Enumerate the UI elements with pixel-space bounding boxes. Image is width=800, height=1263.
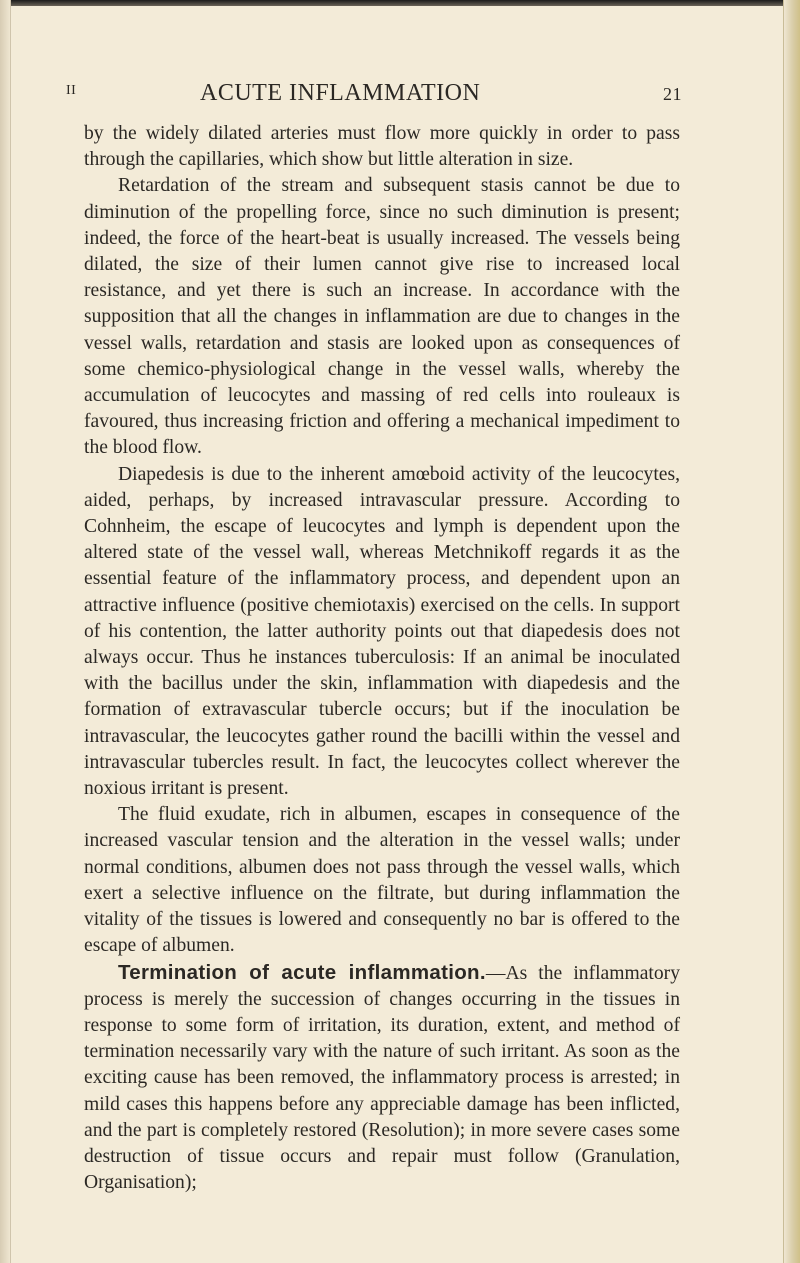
page-title: ACUTE INFLAMMATION [200, 80, 481, 106]
page-edge-right [783, 0, 800, 1263]
section-heading: Termination of acute inflammation. [118, 960, 486, 984]
page-number: 21 [663, 84, 682, 104]
paragraph-1: by the widely dilated arteries must flow more quickly in order to pass through the capillaries, which show but little alteration in size. [84, 123, 680, 171]
paragraph-2: Retardation of the stream and subsequent stasis cannot be due to diminution of the propelling force, since no such diminution is present; indeed, the force of the heart-beat is usually increased. The vessels being dilated, the size of their lumen cannot give rise to increased local resistance, and yet there is such an increase. In accordance with the supposition that all the changes in inflammation are due to changes in the vessel walls, retardation and stasis are looked upon as consequences of some chemico-physiological change in the vessel walls, whereby the accumulation of leucocytes and massing of red cells into rouleaux is favoured, thus increasing friction and offering a mechanical impediment to the blood flow. [84, 175, 680, 459]
body-text [84, 121, 680, 1196]
paragraph-4: The fluid exudate, rich in albumen, escapes in consequence of the increased vascular tension and the alteration in the vessel walls; under normal conditions, albumen does not pass through the vessel walls, which exert a selective influence on the filtrate, but during inflammation the vitality of the tissues is lowered and consequently no bar is offered to the escape of albumen. [84, 804, 680, 957]
paragraph-3: Diapedesis is due to the inherent amœboid activity of the leucocytes, aided, perhaps, by increased intravascular pressure. According to Cohnheim, the escape of leucocytes and lymph is dependent upon the altered state of the vessel wall, whereas Metchnikoff regards it as the essential feature of the inflammatory process, and dependent upon an attractive influence (positive chemiotaxis) exercised on the cells. In support of his contention, the latter authority points out that diapedesis does not always occur. Thus he instances tuberculosis: If an animal be inoculated with the bacillus under the skin, inflammation with diapedesis and the formation of extravascular tubercle occurs; but if the inoculation be intravascular, the leucocytes gather round the bacilli within the vessel and intravascular tubercles result. In fact, the leucocytes collect wherever the noxious irritant is present. [84, 463, 680, 800]
chapter-number: II [66, 83, 77, 98]
paragraph-5-body: —As the inflammatory process is merely the succession of changes occurring in the tissues in response to some form of irritation, its duration, extent, and method of termination necessarily vary with the nature of such irritant. As soon as the exciting cause has been removed, the inflammatory process is arrested; in mild cases this happens before any appreciable damage has been inflicted, and the part is completely restored (Resolution); in more severe cases some destruction of tissue occurs and repair must follow (Granulation, Organisation); [84, 962, 680, 1194]
running-header [66, 80, 682, 112]
paragraph-5 [84, 960, 680, 1197]
book-spine-shadow [0, 0, 11, 1263]
scan-top-edge [0, 0, 800, 6]
